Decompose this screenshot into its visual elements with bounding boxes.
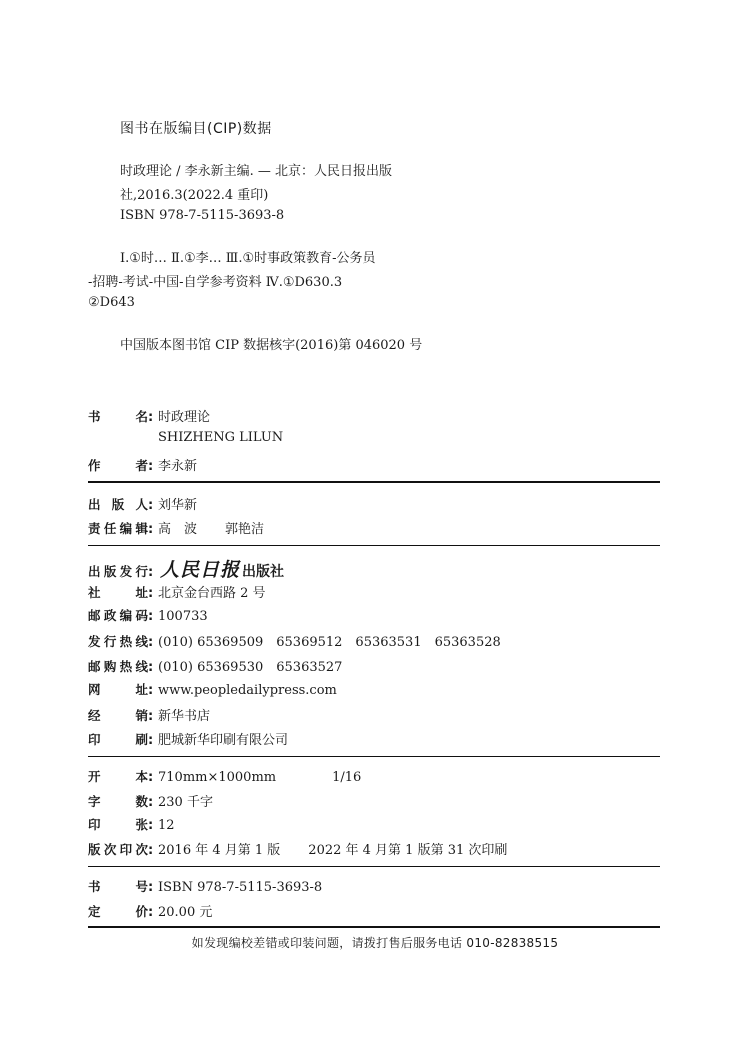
- edition: 2016 年 4 月第 1 版: [158, 843, 281, 858]
- cip-title: 图书在版编目(CIP)数据: [120, 121, 272, 137]
- cip-classification-3: ②D643: [88, 295, 135, 310]
- seller-row: 经销: 新华书店: [88, 705, 210, 725]
- publisher-label: 出版人: [88, 497, 148, 512]
- cip-isbn: ISBN 978-7-5115-3693-8: [120, 208, 285, 223]
- format-row: 开本: 710mm×1000mm 1/16: [88, 769, 362, 785]
- price-row: 定价: 20.00 元: [88, 901, 212, 921]
- postcode: 100733: [158, 609, 208, 624]
- editor-name-2: 郭艳洁: [225, 522, 265, 537]
- address: 北京金台西路 2 号: [158, 586, 266, 601]
- isbn: ISBN 978-7-5115-3693-8: [158, 880, 323, 895]
- edition-row: 版次印次: 2016 年 4 月第 1 版 2022 年 4 月第 1 版第 31 次印刷: [88, 839, 507, 859]
- mailorder-row: 邮购热线: (010) 65369530 65363527: [88, 656, 342, 676]
- price-label: 定价: [88, 904, 148, 919]
- printer-row: 印刷: 肥城新华印刷有限公司: [88, 729, 288, 749]
- format-fold: 1/16: [332, 770, 362, 785]
- book-title-label: 书名: [88, 409, 148, 424]
- seller: 新华书店: [158, 709, 211, 724]
- printing: 2022 年 4 月第 1 版第 31 次印刷: [308, 843, 508, 858]
- editor-label: 责任编辑: [88, 521, 148, 536]
- edition-label: 版次印次: [88, 842, 148, 857]
- sheets-row: 印张: 12: [88, 817, 175, 833]
- printer: 肥城新华印刷有限公司: [158, 733, 289, 748]
- isbn-label: 书号: [88, 879, 148, 894]
- format-label: 开本: [88, 769, 148, 784]
- mailorder-hotline: (010) 65369530 65363527: [158, 660, 343, 675]
- publisher-logo: 人民日报: [160, 559, 241, 581]
- divider: [88, 545, 660, 546]
- divider: [88, 866, 660, 867]
- cip-line-2: 社,2016.3(2022.4 重印): [120, 188, 269, 203]
- divider: [88, 756, 660, 757]
- publisher-suffix: 出版社: [242, 564, 285, 580]
- divider: [88, 926, 660, 928]
- website-row: 网址: www.peopledailypress.com: [88, 682, 337, 698]
- divider: [88, 481, 660, 483]
- seller-label: 经销: [88, 708, 148, 723]
- price: 20.00 元: [158, 905, 213, 920]
- sheet-count: 12: [158, 818, 175, 833]
- format-size: 710mm×1000mm: [158, 770, 277, 785]
- book-title-pinyin: SHIZHENG LILUN: [158, 430, 284, 445]
- issuer-row: 出版发行: 人民日报 出版社: [88, 559, 285, 581]
- website-url: www.peopledailypress.com: [158, 683, 337, 698]
- website-label: 网址: [88, 682, 148, 697]
- postcode-label: 邮政编码: [88, 608, 148, 623]
- sheets-label: 印张: [88, 817, 148, 832]
- postcode-row: 邮政编码: 100733: [88, 608, 208, 624]
- editor-row: 责任编辑: 高 波 郭艳洁: [88, 518, 264, 538]
- cip-classification-2: -招聘-考试-中国-自学参考资料 Ⅳ.①D630.3: [88, 275, 343, 290]
- publisher-name: 刘华新: [158, 498, 198, 513]
- author-name: 李永新: [158, 459, 198, 474]
- words-row: 字数: 230 千字: [88, 791, 213, 811]
- address-row: 社址: 北京金台西路 2 号: [88, 582, 266, 602]
- book-title: 时政理论: [158, 410, 211, 425]
- word-count: 230 千字: [158, 795, 213, 810]
- words-label: 字数: [88, 794, 148, 809]
- address-label: 社址: [88, 585, 148, 600]
- author-label: 作者: [88, 458, 148, 473]
- editor-name-1: 高 波: [158, 522, 198, 537]
- isbn-row: 书号: ISBN 978-7-5115-3693-8: [88, 879, 323, 895]
- after-sales-notice: 如发现编校差错或印装问题，请拨打售后服务电话 010-82838515: [191, 936, 559, 950]
- book-pinyin-row: [158, 430, 283, 450]
- cip-classification-1: Ⅰ.①时… Ⅱ.①李… Ⅲ.①时事政策教育-公务员: [120, 251, 376, 266]
- sales-hotline-row: 发行热线: (010) 65369509 65369512 65363531 65363528: [88, 631, 501, 651]
- sales-hotline: (010) 65369509 65369512 65363531 65363528: [158, 635, 501, 650]
- book-title-row: 书名: 时政理论: [88, 406, 210, 426]
- printer-label: 印刷: [88, 732, 148, 747]
- sales-hotline-label: 发行热线: [88, 634, 148, 649]
- issuer-label: 出版发行: [88, 564, 148, 579]
- publisher-row: 出版人: 刘华新: [88, 494, 197, 514]
- cip-record-number: 中国版本图书馆 CIP 数据核字(2016)第 046020 号: [120, 338, 423, 353]
- mailorder-label: 邮购热线: [88, 659, 148, 674]
- author-row: 作者: 李永新: [88, 455, 197, 475]
- cip-line-1: 时政理论 / 李永新主编. — 北京：人民日报出版: [120, 164, 393, 179]
